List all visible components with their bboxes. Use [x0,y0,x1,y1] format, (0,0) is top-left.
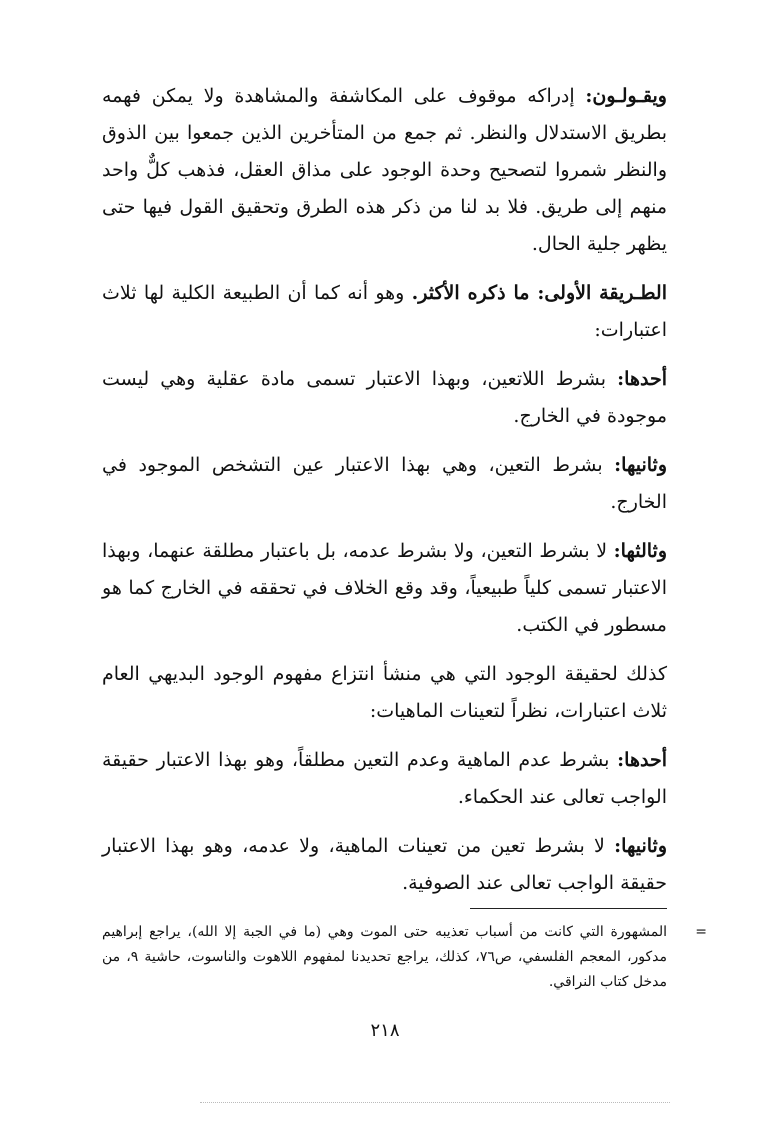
paragraph-5-lead: وثالثها: [613,540,667,562]
paragraph-4 [102,447,667,521]
paragraph-5 [102,533,667,644]
paragraph-6 [102,656,667,730]
paragraph-3-lead: أحدها: [617,368,667,390]
paragraph-8 [102,828,667,902]
paragraph-5-text: لا بشرط التعين، ولا بشرط عدمه، بل باعتبار مطلقة عنهما، وبهذا الاعتبار تسمى كلياً طبيعياً، وقد وقع الخلاف في تحققه في الخارج كما هو مسطور في الكتب. [102,540,667,636]
body-text [102,78,667,914]
paragraph-6-text: كذلك لحقيقة الوجود التي هي منشأ انتزاع مفهوم الوجود البديهي العام ثلاث اعتبارات، نظراً لتعينات الماهيات: [102,663,667,722]
paragraph-7-text: بشرط عدم الماهية وعدم التعين مطلقاً، وهو بهذا الاعتبار حقيقة الواجب تعالى عند الحكماء. [102,749,667,808]
paragraph-3 [102,361,667,435]
paragraph-2-text: وهو أنه كما أن الطبيعة الكلية لها ثلاث اعتبارات: [102,282,667,341]
paragraph-7-lead: أحدها: [617,749,667,771]
paragraph-8-lead: وثانيها: [614,835,667,857]
page-number: ٢١٨ [370,1020,400,1041]
paragraph-2-lead: الطـريقة الأولى: ما ذكره الأكثر. [411,282,667,304]
footnote [102,920,707,995]
footnote-text: المشهورة التي كانت من أسباب تعذيبه حتى الموت وهي (ما في الجبة إلا الله)، يراجع إبراهيم مدكور، المعجم الفلسفي، ص٧٦، كذلك، يراجع تحديدنا لمفهوم اللاهوت والناسوت، حاشية ٩، من مدخل كتاب النراقي. [102,924,668,990]
scan-artifact-line [200,1102,670,1105]
paragraph-1-text: إدراكه موقوف على المكاشفة والمشاهدة ولا يمكن فهمه بطريق الاستدلال والنظر. ثم جمع من المتأخرين الذين جمعوا بين الذوق والنظر شمروا لتصحيح وحدة الوجود على مذاق العقل، فذهب كلٌّ واحد منهم إلى طريق. فلا بد لنا من ذكر هذه الطرق وتحقيق القول فيها حتى يظهر جلية الحال. [102,85,667,255]
paragraph-3-text: بشرط اللاتعين، وبهذا الاعتبار تسمى مادة عقلية وهي ليست موجودة في الخارج. [102,368,667,427]
paragraph-2 [102,275,667,349]
paragraph-1 [102,78,667,263]
paragraph-7 [102,742,667,816]
paragraph-4-text: بشرط التعين، وهي بهذا الاعتبار عين التشخص الموجود في الخارج. [102,454,667,513]
footnote-divider [470,908,667,909]
paragraph-1-lead: ويقـولـون: [585,85,667,107]
paragraph-8-text: لا بشرط تعين من تعينات الماهية، ولا عدمه، وهو بهذا الاعتبار حقيقة الواجب تعالى عند الصوفية. [102,835,667,894]
paragraph-4-lead: وثانيها: [614,454,667,476]
footnote-marker: = [695,924,707,940]
